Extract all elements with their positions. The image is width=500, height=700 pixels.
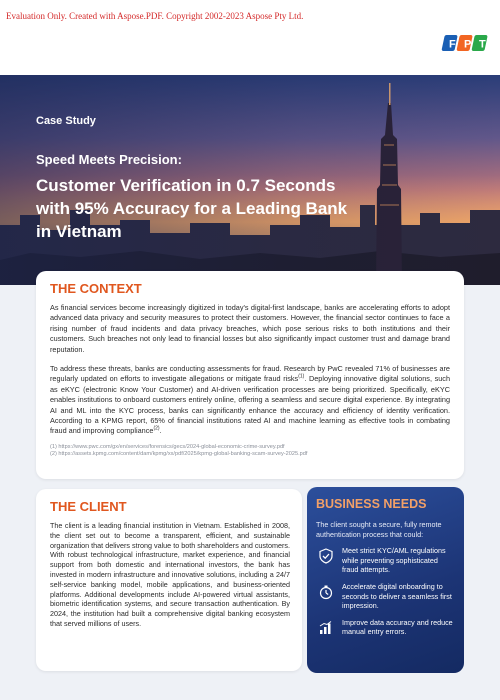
client-description: The client is a leading financial institution in Vietnam. Established in 2008, the client set out to become a transparent, efficient, and sustainable organization that delivers strong value to both shareholders and customers. With robust technological infrastructure, market experience, and financial support from both domestic and international investors, the bank has invested in modern infrastructure and innovative solutions, including a 24/7 self-service banking model, mobile applications, and business-oriented platforms. Additional developments include AI-powered virtual assistants, biometric identification systems, and secure transaction authentication. By 2024, the institution had built a comprehensive digital banking ecosystem that served millions of users. bbox=[50, 521, 290, 628]
hero-banner bbox=[0, 75, 500, 285]
need-item-accuracy bbox=[316, 618, 455, 646]
context-card bbox=[36, 271, 464, 479]
footnote-1: (1) https://www.pwc.com/gx/en/services/forensics/gecs/2024-global-economic-crime-survey.pdf bbox=[50, 443, 285, 450]
footnotes bbox=[50, 444, 450, 459]
need-item-text: Improve data accuracy and reduce manual entry errors. bbox=[342, 617, 453, 637]
need-item-compliance bbox=[316, 546, 455, 575]
context-paragraph-2-part-b: . Deploying innovative digital solutions, such as eKYC (electronic Know Your Customer) and AI-driven verification processes are being prioritized. Specifically, eKYC enables institutions to onboard customers entirely online, offering a seamless and secure digital experience. By integrating AI and ML into the KYC process, banks can significantly enhance the accuracy and efficiency of identity verification. According to a KPMG report, 65% of financial institutions rated AI and machine learning as effective tools in combating fraud and improving compliance bbox=[50, 374, 450, 436]
footnote-2: (2) https://assets.kpmg.com/content/dam/kpmg/xx/pdf/2025/kpmg-global-banking-scam-survey-2025.pdf bbox=[50, 451, 308, 458]
footnote-ref-1: (1) bbox=[298, 374, 305, 381]
svg-text:F: F bbox=[449, 38, 456, 51]
fpt-logo bbox=[441, 34, 491, 52]
need-item-onboarding bbox=[316, 582, 455, 611]
need-item-text: Accelerate digital onboarding to seconds to deliver a seamless first impression. bbox=[342, 581, 452, 611]
context-heading: THE CONTEXT bbox=[50, 281, 142, 296]
context-paragraph-1: As financial services become increasingly digitized in today's digital-first landscape, banks are accelerating efforts to adopt advanced data privacy and security measures to protect their customers. However, the financial sector continues to face a rising number of fraud incidents and data privacy breaches, which pose serious risks to both institutions and their customers. Such breaches not only lead to financial losses but also significantly impact customer trust and damage brand reputation. bbox=[50, 303, 450, 354]
hero-title: Customer Verification in 0.7 Seconds with 95% Accuracy for a Leading Bank in Vietnam bbox=[36, 176, 348, 241]
stopwatch-icon bbox=[318, 584, 334, 600]
business-needs-intro: The client sought a secure, fully remote authentication process that could: bbox=[316, 520, 442, 539]
hero-subtitle: Speed Meets Precision: bbox=[36, 152, 182, 167]
watermark: Evaluation Only. Created with Aspose.PDF. Copyright 2002-2023 Aspose Pty Ltd. bbox=[6, 11, 304, 21]
context-paragraph-2 bbox=[50, 364, 450, 437]
business-needs-heading: BUSINESS NEEDS bbox=[316, 497, 427, 511]
svg-text:P: P bbox=[464, 38, 472, 51]
shield-check-icon bbox=[318, 548, 334, 564]
need-item-text: Meet strict KYC/AML regulations while preventing sophisticated fraud attempts. bbox=[342, 546, 446, 575]
business-needs-card bbox=[307, 487, 464, 673]
client-heading: THE CLIENT bbox=[50, 499, 127, 514]
client-card bbox=[36, 489, 302, 671]
header-bar bbox=[0, 0, 500, 75]
svg-text:T: T bbox=[479, 38, 486, 51]
context-paragraph-2-part-a: To address these threats, banks are conducting assessments for fraud. Research by PwC revealed 71% of businesses are regularly updated on efforts to investigate allegations or mitigate fraud risks bbox=[50, 364, 450, 384]
bar-chart-icon bbox=[318, 620, 334, 636]
footnote-ref-2: (2) bbox=[153, 426, 160, 433]
case-study-label: Case Study bbox=[36, 115, 96, 127]
context-paragraph-2-part-c: . bbox=[159, 426, 162, 436]
